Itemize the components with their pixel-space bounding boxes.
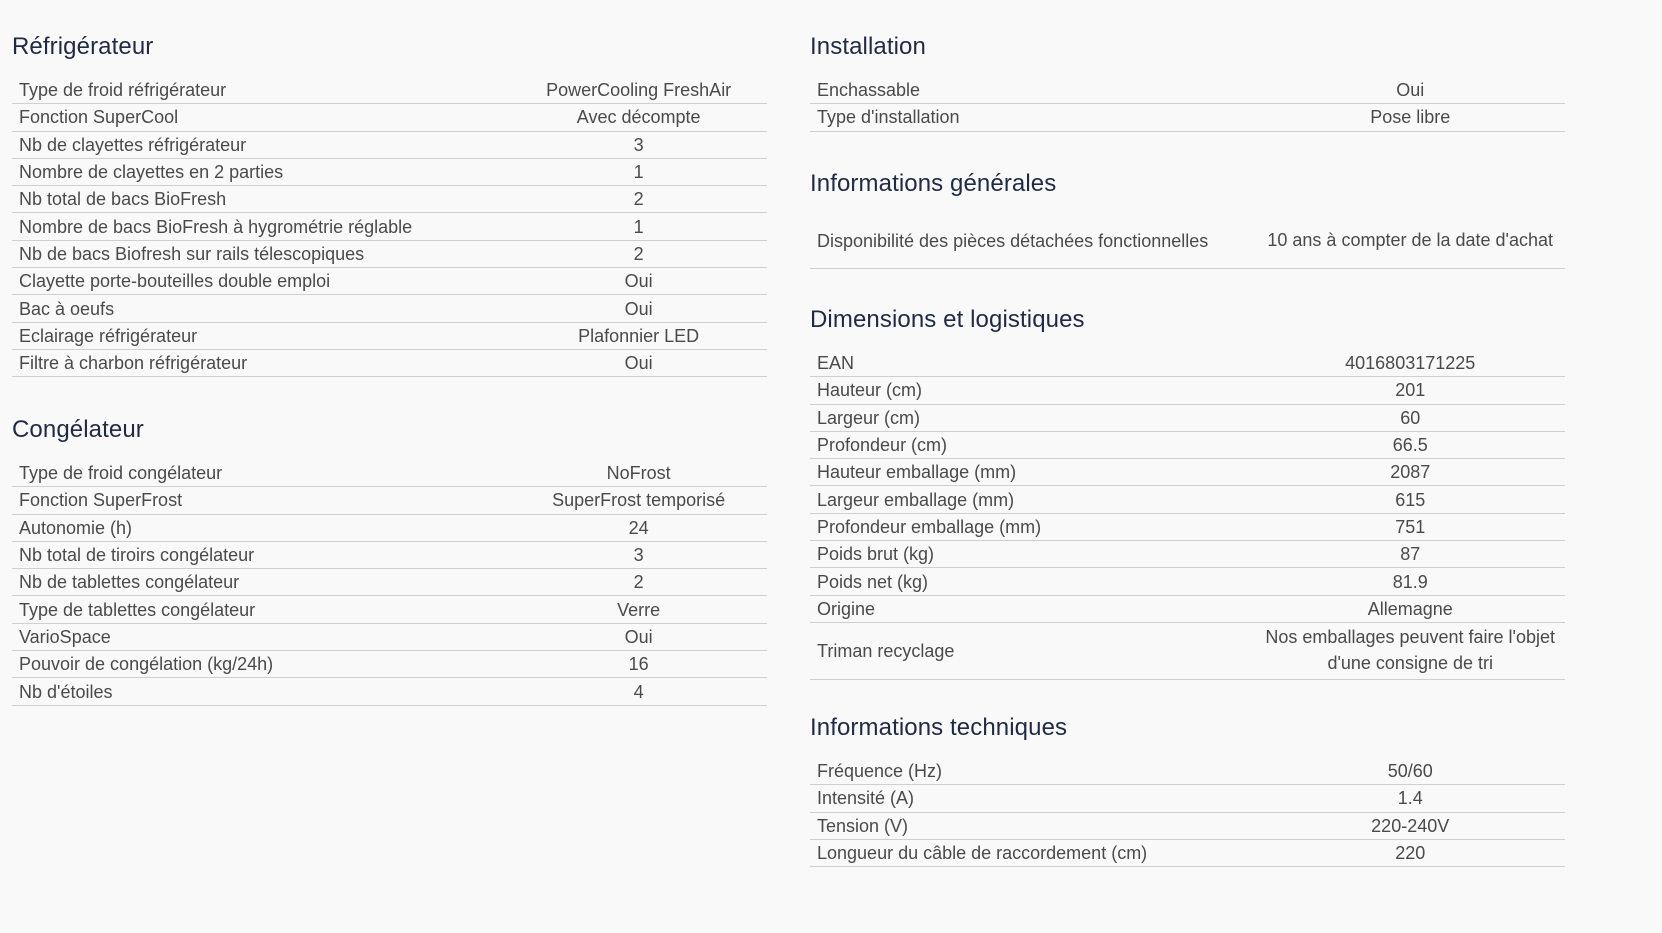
spec-value: Nos emballages peuvent faire l'objet d'une consigne de tri xyxy=(1255,622,1565,679)
table-row xyxy=(12,651,767,678)
spec-label: VarioSpace xyxy=(12,623,510,650)
spec-label: Nb de clayettes réfrigérateur xyxy=(12,131,510,158)
table-row xyxy=(12,623,767,650)
section-congelateur xyxy=(12,416,767,706)
table-row xyxy=(12,77,767,104)
table-row xyxy=(12,349,767,376)
table-row xyxy=(810,350,1565,377)
spec-label: Origine xyxy=(810,595,1255,622)
table-row xyxy=(12,295,767,322)
spec-value: 60 xyxy=(1255,404,1565,431)
spec-value: 2 xyxy=(510,240,767,267)
spec-label: Nb de tablettes congélateur xyxy=(12,569,510,596)
spec-value: 2 xyxy=(510,569,767,596)
table-row xyxy=(810,459,1565,486)
section-title: Congélateur xyxy=(12,416,144,443)
spec-value: 81.9 xyxy=(1255,568,1565,595)
spec-label: Tension (V) xyxy=(810,812,1255,839)
table-row xyxy=(12,460,767,487)
table-row xyxy=(810,595,1565,622)
spec-value: 3 xyxy=(510,541,767,568)
spec-value: 4016803171225 xyxy=(1255,350,1565,377)
table-row xyxy=(12,569,767,596)
spec-label: Bac à oeufs xyxy=(12,295,510,322)
spec-value: SuperFrost temporisé xyxy=(510,487,767,514)
spec-value: 3 xyxy=(510,131,767,158)
table-row xyxy=(12,678,767,705)
spec-value: 10 ans à compter de la date d'achat xyxy=(1255,214,1565,269)
spec-label: Autonomie (h) xyxy=(12,514,510,541)
table-row xyxy=(810,812,1565,839)
table-row xyxy=(12,514,767,541)
spec-label: Fonction SuperCool xyxy=(12,104,510,131)
spec-value: 24 xyxy=(510,514,767,541)
spec-label: Pouvoir de congélation (kg/24h) xyxy=(12,651,510,678)
table-row xyxy=(810,541,1565,568)
spec-label: Triman recyclage xyxy=(810,622,1255,679)
spec-label: Nb total de tiroirs congélateur xyxy=(12,541,510,568)
spec-value: Allemagne xyxy=(1255,595,1565,622)
spec-label: Hauteur emballage (mm) xyxy=(810,459,1255,486)
section-informations-techniques xyxy=(810,714,1565,867)
spec-value: Oui xyxy=(510,349,767,376)
spec-value: Pose libre xyxy=(1255,104,1565,131)
table-row xyxy=(12,158,767,185)
table-row xyxy=(810,77,1565,104)
spec-table xyxy=(810,77,1565,132)
spec-label: Type de froid réfrigérateur xyxy=(12,77,510,104)
spec-value: 2087 xyxy=(1255,459,1565,486)
table-row xyxy=(810,758,1565,785)
spec-value: Oui xyxy=(510,623,767,650)
spec-value: Avec décompte xyxy=(510,104,767,131)
table-row xyxy=(810,431,1565,458)
section-title: Dimensions et logistiques xyxy=(810,306,1085,333)
table-row xyxy=(12,213,767,240)
section-dimensions-et-logistiques xyxy=(810,306,1565,680)
section-title: Informations générales xyxy=(810,170,1057,197)
spec-label: Type de tablettes congélateur xyxy=(12,596,510,623)
section-refrigerateur xyxy=(12,33,767,377)
spec-label: Profondeur emballage (mm) xyxy=(810,513,1255,540)
table-row xyxy=(12,104,767,131)
spec-value: 66.5 xyxy=(1255,431,1565,458)
spec-label: Largeur emballage (mm) xyxy=(810,486,1255,513)
spec-value: 615 xyxy=(1255,486,1565,513)
spec-value: Oui xyxy=(510,268,767,295)
spec-value: 220 xyxy=(1255,839,1565,866)
table-row xyxy=(810,622,1565,679)
spec-value: 220-240V xyxy=(1255,812,1565,839)
section-title: Réfrigérateur xyxy=(12,33,154,60)
spec-value: 87 xyxy=(1255,541,1565,568)
spec-table xyxy=(810,214,1565,269)
spec-table xyxy=(810,758,1565,867)
section-installation xyxy=(810,33,1565,132)
spec-label: Eclairage réfrigérateur xyxy=(12,322,510,349)
table-row xyxy=(810,214,1565,269)
spec-label: Largeur (cm) xyxy=(810,404,1255,431)
spec-value: 4 xyxy=(510,678,767,705)
table-row xyxy=(12,240,767,267)
table-row xyxy=(810,513,1565,540)
spec-label: Nb d'étoiles xyxy=(12,678,510,705)
spec-value: 1.4 xyxy=(1255,785,1565,812)
spec-table xyxy=(810,350,1565,680)
spec-label: Hauteur (cm) xyxy=(810,377,1255,404)
spec-value: 50/60 xyxy=(1255,758,1565,785)
spec-value: Oui xyxy=(510,295,767,322)
table-row xyxy=(12,186,767,213)
table-row xyxy=(12,131,767,158)
spec-label: Fréquence (Hz) xyxy=(810,758,1255,785)
spec-label: Type d'installation xyxy=(810,104,1255,131)
spec-value: Plafonnier LED xyxy=(510,322,767,349)
spec-value: 1 xyxy=(510,158,767,185)
spec-value: 201 xyxy=(1255,377,1565,404)
spec-label: Nombre de bacs BioFresh à hygrométrie réglable xyxy=(12,213,510,240)
spec-label: Intensité (A) xyxy=(810,785,1255,812)
spec-value: PowerCooling FreshAir xyxy=(510,77,767,104)
spec-label: Nb total de bacs BioFresh xyxy=(12,186,510,213)
spec-value: 16 xyxy=(510,651,767,678)
table-row xyxy=(12,596,767,623)
spec-value: NoFrost xyxy=(510,460,767,487)
spec-label: Profondeur (cm) xyxy=(810,431,1255,458)
table-row xyxy=(810,377,1565,404)
section-title: Informations techniques xyxy=(810,714,1068,741)
section-title: Installation xyxy=(810,33,926,60)
spec-label: Filtre à charbon réfrigérateur xyxy=(12,349,510,376)
spec-label: Clayette porte-bouteilles double emploi xyxy=(12,268,510,295)
spec-label: Poids brut (kg) xyxy=(810,541,1255,568)
spec-value: 2 xyxy=(510,186,767,213)
table-row xyxy=(810,104,1565,131)
spec-label: Fonction SuperFrost xyxy=(12,487,510,514)
spec-label: Type de froid congélateur xyxy=(12,460,510,487)
spec-value: Verre xyxy=(510,596,767,623)
spec-table xyxy=(12,460,767,706)
spec-label: Nombre de clayettes en 2 parties xyxy=(12,158,510,185)
spec-label: Poids net (kg) xyxy=(810,568,1255,595)
table-row xyxy=(810,785,1565,812)
spec-label: Enchassable xyxy=(810,77,1255,104)
spec-label: Nb de bacs Biofresh sur rails télescopiques xyxy=(12,240,510,267)
spec-table xyxy=(12,77,767,377)
table-row xyxy=(810,568,1565,595)
table-row xyxy=(810,486,1565,513)
spec-label: Disponibilité des pièces détachées fonctionnelles xyxy=(810,214,1255,269)
section-informations-generales xyxy=(810,170,1565,269)
spec-value: 1 xyxy=(510,213,767,240)
table-row xyxy=(12,268,767,295)
spec-label: EAN xyxy=(810,350,1255,377)
table-row xyxy=(810,839,1565,866)
spec-value: Oui xyxy=(1255,77,1565,104)
spec-value: 751 xyxy=(1255,513,1565,540)
table-row xyxy=(12,487,767,514)
table-row xyxy=(810,404,1565,431)
spec-label: Longueur du câble de raccordement (cm) xyxy=(810,839,1255,866)
table-row xyxy=(12,541,767,568)
table-row xyxy=(12,322,767,349)
